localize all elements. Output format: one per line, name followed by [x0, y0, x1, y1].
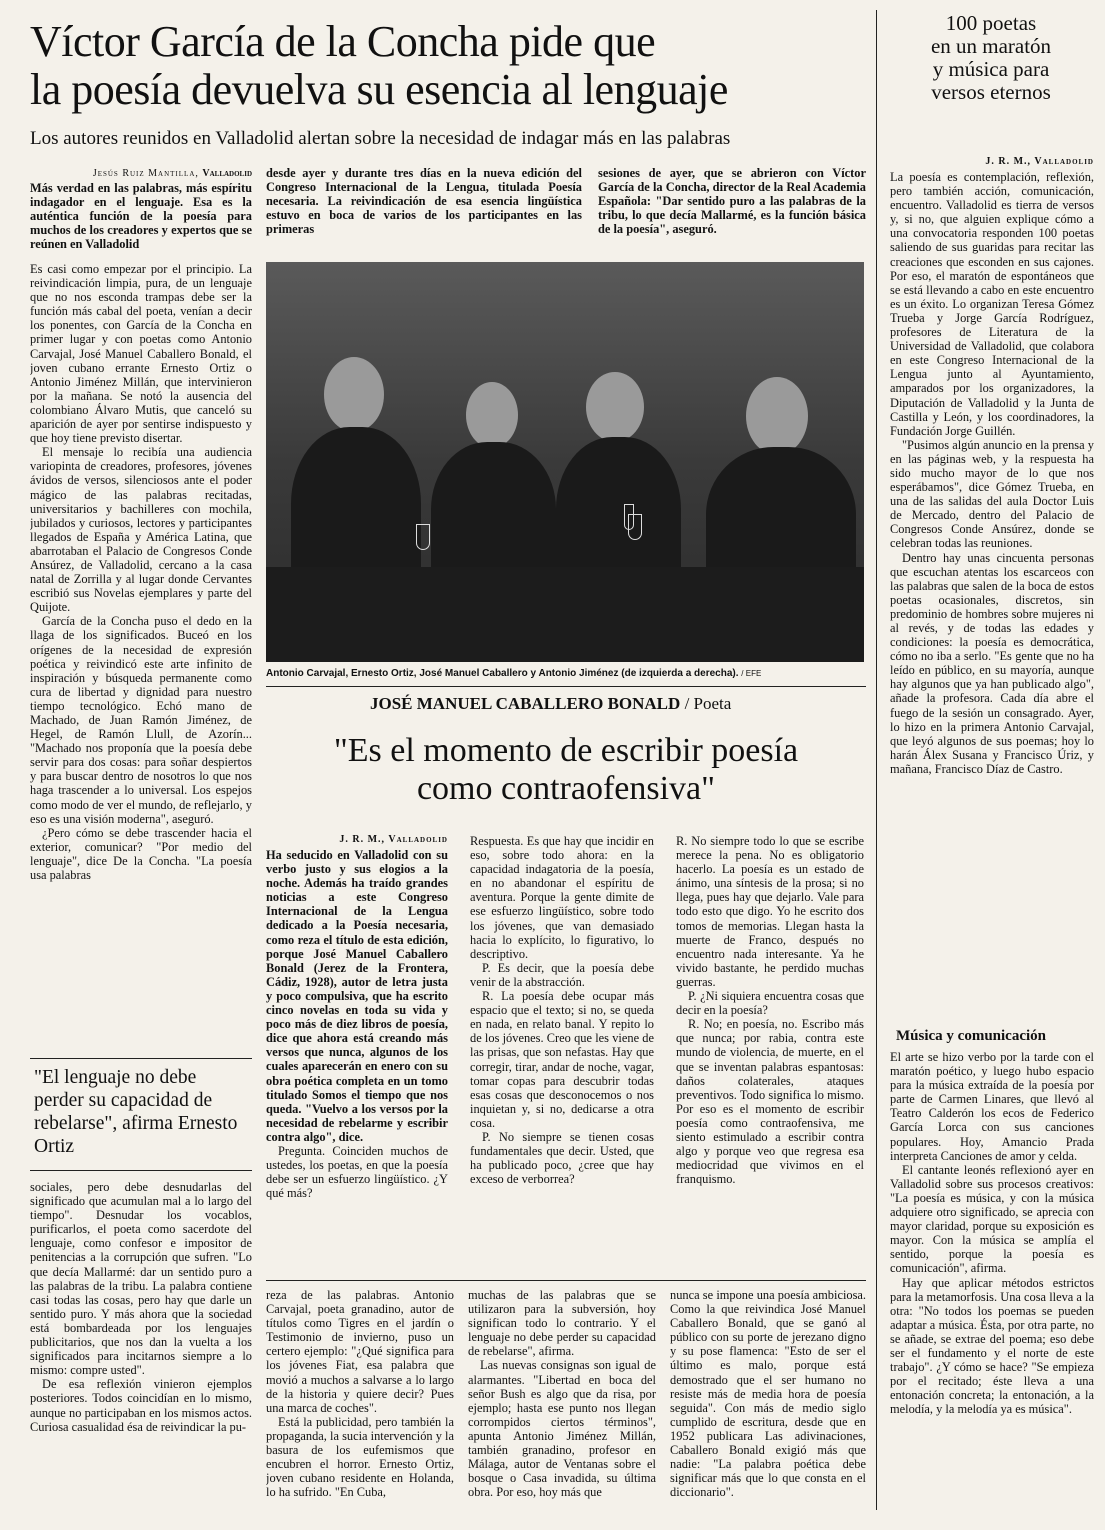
sidebar-byline: J. R. M., Valladolid	[985, 156, 1094, 167]
sidebar-title-line-2: en un maratón	[930, 34, 1052, 58]
interview-byline: J. R. M., Valladolid	[339, 834, 448, 845]
col2-paragraph-1: reza de las palabras. Antonio Carvajal, poeta granadino, autor de títulos como Tigres en el jardín o Testimonio de invierno, puso un certero ejemplo: "¿Qué significa para los jóvenes Fiat, esa palabra que movió a muchos a salvarse a lo largo de la historia y quiere decir? Pues una marca de coches".	[266, 1288, 454, 1415]
headline-line-2: la poesía devuelva su esencia al lenguaje	[30, 65, 728, 114]
col4-paragraph-1: nunca se impone una poesía ambiciosa. Como la que reivindica José Manuel Caballero Bonald, que se ganó al público con su porte de jerezano digno y su pose flamenca: "Esto de ser el último es malo, porque está demostrado que el ser humano no resiste más de media hora de poesía seguida". Con más de medio siglo cumplido de escritura, desde que en 1952 publicara Las adivinaciones, Caballero Bonald exigió más que nadie: "La palabra poética debe significar más que lo que consta en el diccionario".	[670, 1288, 866, 1500]
person-1-head	[324, 357, 384, 432]
event-photo	[266, 262, 864, 662]
interview-answer-1: Respuesta. Es que hay que incidir en eso, sobre todo ahora: en la capacidad indagatoria de la poesía, en no abandonar el espíritu de aventura. Porque la gente dimite de ese esfuerzo lingüístico, sobre todo los jóvenes, que van demasiado hacia lo explícito, lo figurativo, lo descriptivo.	[470, 834, 654, 961]
headline-line-1: Víctor García de la Concha pide que	[30, 17, 656, 66]
person-4-head	[746, 377, 808, 455]
pullquote-rule-top	[30, 1058, 252, 1059]
article-col-3	[468, 1288, 656, 1510]
interview-question-2: P. Es decir, que la poesía debe venir de la abstracción.	[470, 960, 654, 989]
sidebar-title-line-1: 100 poetas	[945, 11, 1037, 35]
interview-question-4: P. ¿Ni siquiera encuentra cosas que decir en la poesía?	[676, 989, 864, 1018]
lead-text-3: sesiones de ayer, que se abrieron con Víctor García de la Concha, director de la Real Academia Española: "Dar sentido puro a las palabras de la tribu, lo que decía Mallarmé, es la función básica de la poesía", aseguró.	[598, 166, 866, 237]
sidebar-paragraph-2: "Pusimos algún anuncio en la prensa y en las páginas web, y la respuesta ha sido mucho mayor de lo que nos esperábamos", dice Gómez Trueba, en una de las salidas del aula Doctor Luis de Mercado, dentro del Palacio de Congresos Conde Ansúrez, donde se celebran todas las reuniones.	[890, 437, 1094, 551]
interview-title-line-1: "Es el momento de escribir poesía	[333, 732, 799, 769]
photo-caption	[266, 668, 761, 679]
interview-title-line-2: como contraofensiva"	[416, 770, 716, 807]
glass-1	[416, 524, 430, 550]
interview-rule-bottom	[266, 1280, 866, 1281]
pullquote: "El lenguaje no debe perder su capacidad de rebelarse", afirma Ernesto Ortiz	[34, 1067, 238, 1157]
interview-col-2	[470, 834, 654, 1272]
sidebar-paragraph-3: Dentro hay unas cincuenta personas que escuchan atentas los escarceos con las palabras que salen de la boca de estos poetas ocasionales, discretos, sin predominio de hombres sobre mujeres ni al revés, y de todas las edades y condiciones: la poesía es democrática, cómo no iba a serlo. "Es gente que no ha leído en público, en su mayoría, aunque hay algunos que ya han publicado algo", añade la profesora. Cada día abre el fuego de la sesión un consagrado. Ayer, lo hizo en la primera Antonio Carvajal, que leyó algunos de sus poemas; hoy lo harán Álex Susana y Francisco Úriz, y mañana, Francisco Díaz de Castro.	[890, 550, 1094, 776]
byline-author: Jesús Ruiz Mantilla,	[92, 168, 199, 179]
caption-credit: / EFE	[741, 669, 762, 678]
lead-col-2	[266, 166, 582, 252]
interview-col-1	[266, 848, 448, 1272]
col1-paragraph-3: García de la Concha puso el dedo en la llaga de los significados. Buceó en los orígenes de la necesidad de expresión poética y reivindicó este arte infinito de inspiración y búsqueda permanente como cura de libertad y dignidad para nuestro tiempo tecnológico. Echó mano de Machado, de Juan Ramón Jiménez, de Hegel, de Ramón Llull, de Azorín... "Machado nos proponía que la poesía debe servir para dos cosas: para soñar despiertos y para buscar dentro de nosotros lo que nos haga trascender a lo universal. Los espejos como modo de ver el mundo, de reflejarlo, y eso es una visión moderna", aseguró.	[30, 614, 252, 826]
lead-text-2: desde ayer y durante tres días en la nueva edición del Congreso Internacional de la Lengua, titulada Poesía necesaria. La reivindicación de esa esencia lingüística estuvo en boca de varios de los participantes en las primeras	[266, 166, 582, 237]
main-byline	[30, 168, 252, 179]
article-col-4	[670, 1288, 866, 1510]
interview-answer-3: R. No siempre todo lo que se escribe merece la pena. No es obligatorio hacerlo. La poesía es un estado de ánimo, una síntesis de la prosa; si no llega, pues hay que dejarlo. Vale para todo esto que digo. Yo he escrito dos tomos de memorias. Llegan hasta la muerte de Franco, después no encuentro nada interesante. Ya he vivido bastante, he perdido muchas guerras.	[676, 834, 864, 989]
sidebar-divider	[876, 10, 877, 1510]
sidebar-subhead: Música y comunicación	[896, 1028, 1046, 1044]
article-col-1-continued	[30, 1180, 252, 1510]
lead-col-1	[30, 181, 252, 253]
byline-place: Valladolid	[202, 168, 252, 179]
pullquote-rule-bottom	[30, 1170, 252, 1171]
caption-text: Antonio Carvajal, Ernesto Ortiz, José Manuel Caballero y Antonio Jiménez (de izquierda a derecha).	[266, 668, 739, 679]
caption-rule	[266, 686, 866, 687]
lead-text-1: Más verdad en las palabras, más espíritu indagador en el lenguaje. Esa es la auténtica función de la poesía para muchos de los creadores y expertos que se reúnen en Valladolid	[30, 181, 252, 252]
interview-intro: Ha seducido en Valladolid con su verbo justo y sus elogios a la noche. Además ha traído grandes noticias a este Congreso Internacional de la Lengua dedicado a la Poesía necesaria, como reza el título de esta edición, porque José Manuel Caballero Bonald (Jerez de la Frontera, Cádiz, 1928), autor de letra justa y poco compulsiva, que ha escrito cinco novelas en toda su vida y poco más de diez libros de poesía, dice que ahora está creando más versos que nunca, algunos de los cuales aparecerán en enero con su obra poética completa en un tomo titulado Somos el tiempo que nos queda. "Vuelvo a los versos por la necesidad de rebelarme y escribir contra algo", dice.	[266, 848, 448, 1144]
interview-answer-4: R. No; en poesía, no. Escribo más que nunca; por rabia, contra este mundo de violencia, de muerte, en el que se inventan palabras espantosas: daños colaterales, ataques preventivos. Todo significa lo mismo. Por eso es el momento de escribir poesía como contraofensiva, me siento estimulado a escribir contra algo y porque veo que regresa esa mediocridad que vivimos en el franquismo.	[676, 1017, 864, 1187]
article-col-2	[266, 1288, 454, 1510]
sidebar-title-line-4: versos eternos	[931, 80, 1051, 104]
table	[266, 567, 864, 662]
interview-subject-name: JOSÉ MANUEL CABALLERO BONALD	[370, 694, 681, 713]
interview-title	[266, 732, 866, 808]
interview-col-3	[676, 834, 864, 1272]
sidebar-col-top	[890, 170, 1094, 1020]
person-2-head	[466, 382, 518, 448]
interview-question-1: Pregunta. Coinciden muchos de ustedes, los poetas, en que la poesía debe ser un esfuerzo lingüístico. ¿Y qué más?	[266, 1143, 448, 1201]
sidebar-paragraph-5: El cantante leonés reflexionó ayer en Valladolid sobre sus procesos creativos: "La poesía es música, y con la música adquiere otro significado, se aprecia con mayor claridad, porque su exposición es mayor. Con la música se amplía el sentido, porque la poesía es comunicación", afirma.	[890, 1162, 1094, 1276]
col1-paragraph-4: ¿Pero cómo se debe trascender hacia el exterior, comunicar? "Por medio del lenguaje", dice De la Concha. "La poesía usa palabras	[30, 825, 252, 883]
interview-question-3: P. No siempre se tienen cosas fundamentales que decir. Usted, que ha publicado poco, ¿cree que hay exceso de verborrea?	[470, 1129, 654, 1187]
interview-subject	[370, 694, 731, 714]
sidebar-paragraph-4: El arte se hizo verbo por la tarde con el maratón poético, y luego hubo espacio para la música extraída de la poesía por parte de Carmen Linares, que llevó al Teatro Calderón los ecos de Federico García Lorca con sus canciones populares. Hoy, Amancio Prada interpreta Canciones de amor y celda.	[890, 1050, 1094, 1163]
lead-col-3	[598, 166, 866, 252]
person-3-head	[586, 372, 644, 442]
article-col-1	[30, 262, 252, 1052]
sidebar-title	[886, 12, 1096, 104]
col1-paragraph-2: El mensaje lo recibía una audiencia variopinta de creadores, profesores, jóvenes ávidos de versos, silenciosos ante el poder mágico de las palabras recitadas, universitarios y bachilleres con mochila, jubilados y curiosos, lectores y participantes llegados de España y América Latina, que abarrotaban el Palacio de Congresos Conde Ansúrez, de Valladolid, cercano a la casa natal de Zorrilla y al lugar donde Cervantes escribió sus Novelas ejemplares y parte del Quijote.	[30, 445, 252, 615]
subheadline: Los autores reunidos en Valladolid alertan sobre la necesidad de indagar más en las palabras	[30, 128, 731, 149]
sidebar-paragraph-6: Hay que aplicar métodos estrictos para la metamorfosis. Una cosa lleva a la otra: "No todos los poemas se pueden adaptar a música. Ésta, por otra parte, no se añade, se extrae del poema; eso debe ser el fundamento y el norte de este trabajo". ¿Y cómo se hace? "Se empieza por el recitado; éste lleva a una entonación concreta; la entonación, a la melodía, y la melodía ya es música".	[890, 1275, 1094, 1417]
col2-paragraph-2: Está la publicidad, pero también la propaganda, la sucia intervención y la basura de los eufemismos que encubren el horror. Ernesto Ortiz, joven cubano residente en Holanda, lo ha sufrido. "En Cuba,	[266, 1414, 454, 1500]
sidebar-paragraph-1: La poesía es contemplación, reflexión, pero también acción, comunicación, encuentro. Valladolid es tierra de versos y, si no, que alguien explique cómo a una convocatoria responden 100 poetas saliendo de sus guaridas para recitar las creaciones que esconden en sus cajones. Por eso, el maratón de espontáneos que se está llevando a cabo en este encuentro es un éxito. Lo organizan Teresa Gómez Trueba y Jorge García Rodríguez, profesores de Literatura de la Universidad de Valladolid, que colabora en este Congreso Internacional de la Lengua junto al Ayuntamiento, amparados por los organizadores, la Diputación de Valladolid y la Junta de Castilla y León, y los coordinadores, la Fundación Jorge Guillén.	[890, 170, 1094, 438]
sidebar-col-bottom	[890, 1050, 1094, 1510]
sidebar-title-line-3: y música para	[932, 57, 1050, 81]
interview-answer-2: R. La poesía debe ocupar más espacio que el texto; si no, se queda en nada, en relato banal. Y repito lo de los jóvenes. Creo que les viene de las prisas, que son nefastas. Hay que corregir, tirar, andar de noche, vagar, tomar copas para descubrir todas esas cosas que desconocemos o nos inquietan y, si no, dedicarse a otra cosa.	[470, 989, 654, 1130]
col3-paragraph-1: muchas de las palabras que se utilizaron para la subversión, hoy significan todo lo contrario. Y el lenguaje no debe perder su capacidad de rebelarse", afirma.	[468, 1288, 656, 1359]
col1-paragraph-1: Es casi como empezar por el principio. La reivindicación limpia, pura, de un lenguaje que no nos esconda trampas debe ser la función más cabal del poeta, venían a decir los ponentes, con García de la Concha en primer lugar y con poetas como Antonio Carvajal, José Manuel Caballero Bonald, el joven cubano errante Ernesto Ortiz o Antonio Jiménez Millán, que intervinieron por la mañana. Se notó la ausencia del colombiano Álvaro Mutis, que canceló su aparición de ayer por sentirse indispuesto y que hoy tiene previsto disertar.	[30, 262, 252, 446]
col1-paragraph-5: sociales, pero debe desnudarlas del significado que acumulan mal a lo largo del tiempo". Desnudar los vocablos, purificarlos, el poeta como sacerdote del lenguaje, como confesor e impositor de penitencias a la corrupción que sufren. "Lo que decía Mallarmé: dar un sentido puro a las palabras de la tribu. La palabra contiene casi todas las cosas, pero hay que darle un sentido puro. Y más ahora que la sociedad está bombardeada por los lenguajes publicitarios, que nos dan la vuelta a los significados para incitarnos siempre a lo mismo: compre usted".	[30, 1180, 252, 1378]
interview-subject-role: / Poeta	[684, 694, 732, 713]
col1-paragraph-6: De esa reflexión vinieron ejemplos posteriores. Todos coincidían en lo mismo, aunque no participaban en los mismos actos. Curiosa casualidad ésa de reivindicar la pu-	[30, 1377, 252, 1434]
glass-3	[624, 504, 634, 530]
col3-paragraph-2: Las nuevas consignas son igual de alarmantes. "Libertad en boca del señor Bush es algo que da risa, por ejemplo; hasta ese punto nos llegan corrompidos ciertos términos", apunta Antonio Jiménez Millán, también granadino, profesor en Málaga, autor de Ventanas sobre el bosque o Casa invadida, su última obra. Por eso, hoy más que	[468, 1358, 656, 1500]
